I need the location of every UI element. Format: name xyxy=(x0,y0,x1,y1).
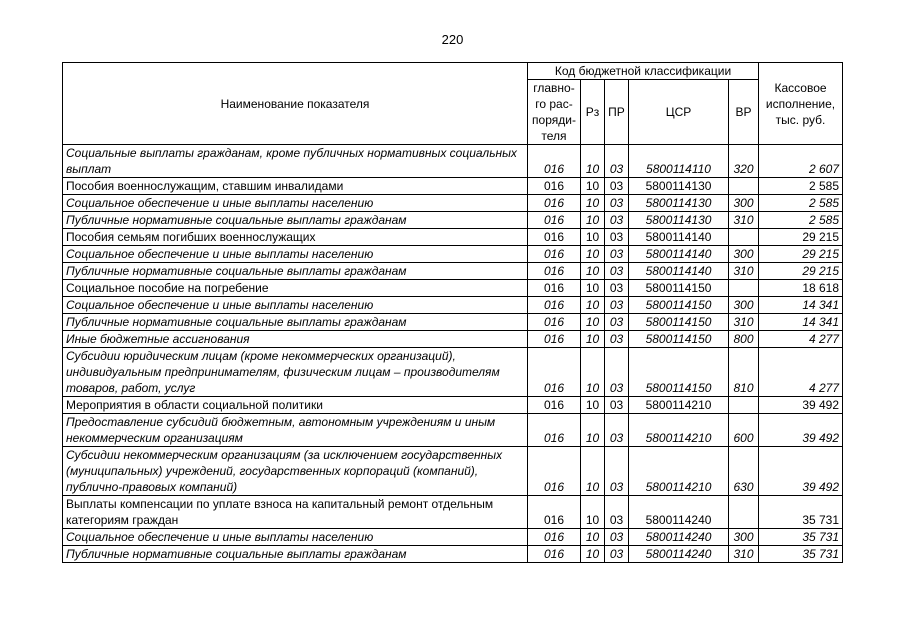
header-vr: ВР xyxy=(729,80,759,145)
row-csr: 5800114140 xyxy=(629,246,729,263)
header-csr: ЦСР xyxy=(629,80,729,145)
row-name: Социальные выплаты гражданам, кроме публичных нормативных социальных выплат xyxy=(63,145,528,178)
row-pr: 03 xyxy=(605,331,629,348)
row-name: Мероприятия в области социальной политики xyxy=(63,397,528,414)
table-row xyxy=(63,496,843,529)
row-name: Социальное обеспечение и иные выплаты населению xyxy=(63,297,528,314)
row-sum: 39 492 xyxy=(759,397,843,414)
row-rz: 10 xyxy=(581,331,605,348)
row-sum: 35 731 xyxy=(759,496,843,529)
row-name: Публичные нормативные социальные выплаты гражданам xyxy=(63,314,528,331)
row-csr: 5800114240 xyxy=(629,529,729,546)
row-vr xyxy=(729,397,759,414)
row-sum: 2 585 xyxy=(759,178,843,195)
row-vr: 310 xyxy=(729,546,759,563)
row-name: Социальное обеспечение и иные выплаты населению xyxy=(63,246,528,263)
row-pr: 03 xyxy=(605,414,629,447)
row-glav: 016 xyxy=(528,331,581,348)
row-rz: 10 xyxy=(581,546,605,563)
table-row xyxy=(63,314,843,331)
table-body xyxy=(63,145,843,563)
row-vr: 320 xyxy=(729,145,759,178)
table-row xyxy=(63,280,843,297)
table-row xyxy=(63,229,843,246)
row-vr xyxy=(729,280,759,297)
row-rz: 10 xyxy=(581,414,605,447)
row-csr: 5800114130 xyxy=(629,195,729,212)
row-sum: 35 731 xyxy=(759,529,843,546)
row-glav: 016 xyxy=(528,212,581,229)
row-pr: 03 xyxy=(605,280,629,297)
row-pr: 03 xyxy=(605,529,629,546)
row-pr: 03 xyxy=(605,195,629,212)
row-sum: 2 585 xyxy=(759,195,843,212)
row-name: Социальное обеспечение и иные выплаты населению xyxy=(63,195,528,212)
row-sum: 29 215 xyxy=(759,263,843,280)
row-csr: 5800114140 xyxy=(629,263,729,280)
row-sum: 2 585 xyxy=(759,212,843,229)
row-glav: 016 xyxy=(528,263,581,280)
row-pr: 03 xyxy=(605,447,629,496)
row-vr: 300 xyxy=(729,529,759,546)
row-csr: 5800114130 xyxy=(629,212,729,229)
row-rz: 10 xyxy=(581,229,605,246)
row-csr: 5800114110 xyxy=(629,145,729,178)
row-vr: 310 xyxy=(729,263,759,280)
row-csr: 5800114150 xyxy=(629,348,729,397)
row-csr: 5800114140 xyxy=(629,229,729,246)
row-rz: 10 xyxy=(581,447,605,496)
row-pr: 03 xyxy=(605,263,629,280)
row-pr: 03 xyxy=(605,229,629,246)
row-pr: 03 xyxy=(605,297,629,314)
row-csr: 5800114240 xyxy=(629,546,729,563)
row-rz: 10 xyxy=(581,280,605,297)
row-rz: 10 xyxy=(581,145,605,178)
table-row xyxy=(63,195,843,212)
row-name: Публичные нормативные социальные выплаты гражданам xyxy=(63,263,528,280)
table-row xyxy=(63,297,843,314)
row-glav: 016 xyxy=(528,529,581,546)
row-vr xyxy=(729,496,759,529)
table-row xyxy=(63,414,843,447)
row-sum: 18 618 xyxy=(759,280,843,297)
row-name: Публичные нормативные социальные выплаты гражданам xyxy=(63,212,528,229)
row-pr: 03 xyxy=(605,348,629,397)
row-vr: 310 xyxy=(729,314,759,331)
row-sum: 14 341 xyxy=(759,297,843,314)
row-rz: 10 xyxy=(581,212,605,229)
row-pr: 03 xyxy=(605,546,629,563)
row-glav: 016 xyxy=(528,397,581,414)
row-rz: 10 xyxy=(581,195,605,212)
row-sum: 14 341 xyxy=(759,314,843,331)
row-csr: 5800114210 xyxy=(629,447,729,496)
row-vr xyxy=(729,229,759,246)
table-row xyxy=(63,246,843,263)
row-glav: 016 xyxy=(528,546,581,563)
row-csr: 5800114150 xyxy=(629,297,729,314)
header-rz: Рз xyxy=(581,80,605,145)
table-row xyxy=(63,397,843,414)
row-csr: 5800114150 xyxy=(629,280,729,297)
row-glav: 016 xyxy=(528,280,581,297)
row-rz: 10 xyxy=(581,246,605,263)
row-name: Пособия семьям погибших военнослужащих xyxy=(63,229,528,246)
row-name: Публичные нормативные социальные выплаты гражданам xyxy=(63,546,528,563)
row-csr: 5800114130 xyxy=(629,178,729,195)
row-sum: 35 731 xyxy=(759,546,843,563)
row-vr: 800 xyxy=(729,331,759,348)
row-glav: 016 xyxy=(528,178,581,195)
table-row xyxy=(63,529,843,546)
row-name: Предоставление субсидий бюджетным, автономным учреждениям и иным некоммерческим организациям xyxy=(63,414,528,447)
row-sum: 2 607 xyxy=(759,145,843,178)
row-csr: 5800114150 xyxy=(629,314,729,331)
row-pr: 03 xyxy=(605,178,629,195)
row-pr: 03 xyxy=(605,496,629,529)
table-row xyxy=(63,447,843,496)
header-name: Наименование показателя xyxy=(63,63,528,145)
row-csr: 5800114210 xyxy=(629,414,729,447)
row-vr: 300 xyxy=(729,246,759,263)
row-name: Иные бюджетные ассигнования xyxy=(63,331,528,348)
row-glav: 016 xyxy=(528,496,581,529)
row-vr: 600 xyxy=(729,414,759,447)
row-sum: 29 215 xyxy=(759,246,843,263)
row-rz: 10 xyxy=(581,314,605,331)
row-sum: 4 277 xyxy=(759,331,843,348)
row-glav: 016 xyxy=(528,246,581,263)
header-pr: ПР xyxy=(605,80,629,145)
row-name: Пособия военнослужащим, ставшим инвалидами xyxy=(63,178,528,195)
row-rz: 10 xyxy=(581,297,605,314)
row-glav: 016 xyxy=(528,348,581,397)
row-rz: 10 xyxy=(581,178,605,195)
row-sum: 39 492 xyxy=(759,447,843,496)
row-glav: 016 xyxy=(528,145,581,178)
row-name: Социальное обеспечение и иные выплаты населению xyxy=(63,529,528,546)
row-pr: 03 xyxy=(605,314,629,331)
row-pr: 03 xyxy=(605,397,629,414)
table-row xyxy=(63,331,843,348)
row-name: Социальное пособие на погребение xyxy=(63,280,528,297)
row-glav: 016 xyxy=(528,447,581,496)
row-vr: 810 xyxy=(729,348,759,397)
table-row xyxy=(63,348,843,397)
row-pr: 03 xyxy=(605,145,629,178)
row-name: Субсидии некоммерческим организациям (за исключением государственных (муниципальных) учреждений, государственных корпораций (компаний), публично-правовых компаний) xyxy=(63,447,528,496)
row-sum: 4 277 xyxy=(759,348,843,397)
row-csr: 5800114150 xyxy=(629,331,729,348)
row-vr: 630 xyxy=(729,447,759,496)
row-rz: 10 xyxy=(581,348,605,397)
row-vr: 310 xyxy=(729,212,759,229)
row-rz: 10 xyxy=(581,496,605,529)
row-glav: 016 xyxy=(528,314,581,331)
table-row xyxy=(63,145,843,178)
row-rz: 10 xyxy=(581,263,605,280)
table-row xyxy=(63,546,843,563)
header-code-group: Код бюджетной классификации xyxy=(528,63,759,80)
row-pr: 03 xyxy=(605,212,629,229)
row-name: Субсидии юридическим лицам (кроме некоммерческих организаций), индивидуальным предпринимателям, физическим лицам – производителям товаров, работ, услуг xyxy=(63,348,528,397)
row-csr: 5800114210 xyxy=(629,397,729,414)
row-glav: 016 xyxy=(528,297,581,314)
row-pr: 03 xyxy=(605,246,629,263)
row-vr: 300 xyxy=(729,297,759,314)
table-row xyxy=(63,178,843,195)
row-vr: 300 xyxy=(729,195,759,212)
row-sum: 39 492 xyxy=(759,414,843,447)
budget-table xyxy=(62,62,843,563)
page-number: 220 xyxy=(441,32,464,47)
row-vr xyxy=(729,178,759,195)
row-glav: 016 xyxy=(528,229,581,246)
row-glav: 016 xyxy=(528,414,581,447)
header-glav: главно-го рас-поряди-теля xyxy=(528,80,581,145)
row-name: Выплаты компенсации по уплате взноса на капитальный ремонт отдельным категориям граждан xyxy=(63,496,528,529)
row-sum: 29 215 xyxy=(759,229,843,246)
header-sum: Кассовое исполнение, тыс. руб. xyxy=(759,63,843,145)
row-rz: 10 xyxy=(581,397,605,414)
table-row xyxy=(63,263,843,280)
row-glav: 016 xyxy=(528,195,581,212)
table-row xyxy=(63,212,843,229)
row-csr: 5800114240 xyxy=(629,496,729,529)
row-rz: 10 xyxy=(581,529,605,546)
